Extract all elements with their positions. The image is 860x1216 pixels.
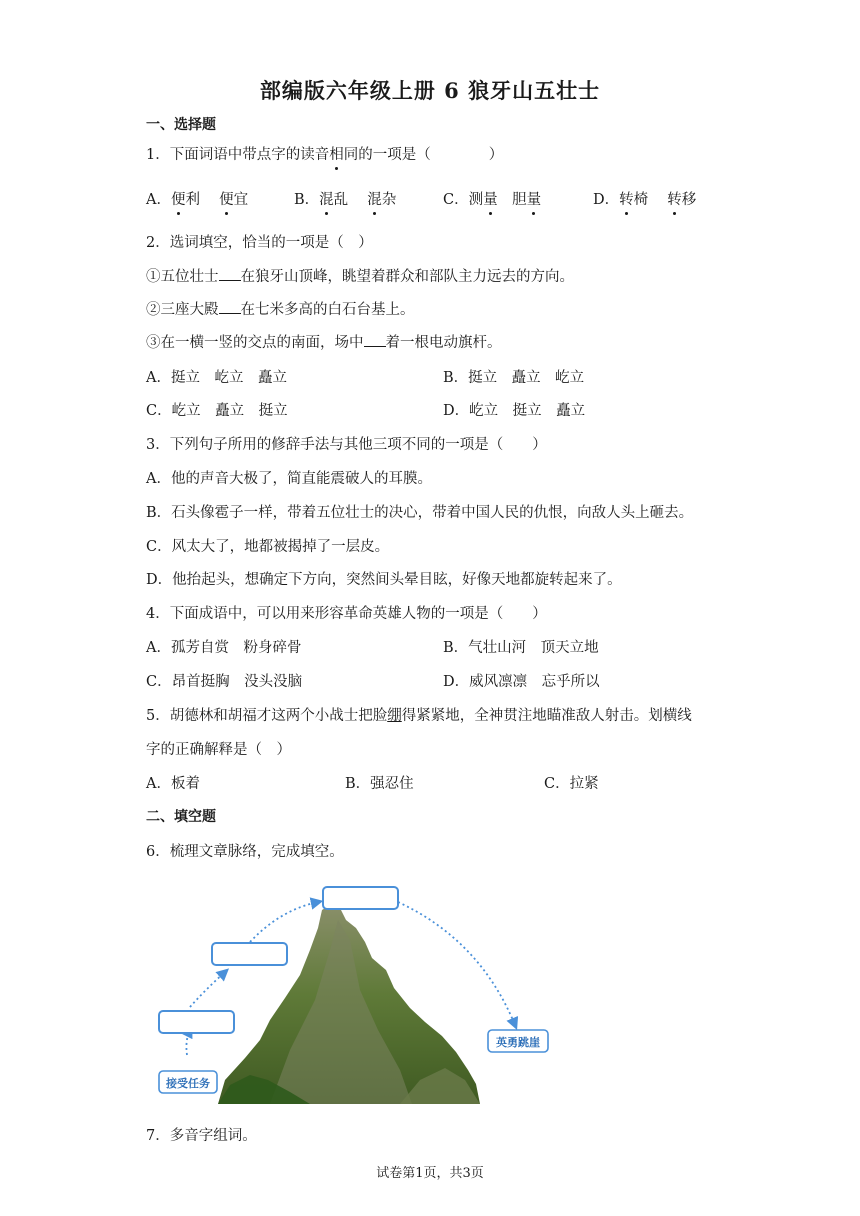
end-label: 英勇跳崖 <box>496 1037 540 1049</box>
question-3-option-a: A．他的声音大极了，简直能震破人的耳膜。 <box>146 471 432 487</box>
question-1-option-a: A．便利 便宜 <box>146 188 248 209</box>
diagram-canvas <box>150 880 560 1105</box>
question-5-stem-line-1: 5．胡德林和胡福才这两个小战士把脸绷得紧紧地，全神贯注地瞄准敌人射击。划横线 <box>146 708 692 724</box>
section-heading-choice: 一、选择题 <box>146 117 216 133</box>
question-2-option-a: A．挺立 屹立 矗立 <box>146 370 287 386</box>
question-2-option-c: C．屹立 矗立 挺立 <box>146 403 288 419</box>
question-3-option-c: C．风太大了，地都被揭掉了一层皮。 <box>146 539 390 555</box>
page-title: 部编版六年级上册 6 狼牙山五壮士 <box>259 78 601 103</box>
question-4-option-d: D．威风凛凛 忘乎所以 <box>443 674 600 690</box>
question-2-option-b: B．挺立 矗立 屹立 <box>443 370 585 386</box>
question-3-option-d: D．他抬起头，想确定下方向，突然间头晕目眩，好像天地都旋转起来了。 <box>146 572 622 588</box>
question-2-option-d: D．屹立 挺立 矗立 <box>443 403 586 419</box>
start-label: 接受任务 <box>166 1078 210 1090</box>
question-4-option-a: A．孤芳自赏 粉身碎骨 <box>146 640 302 656</box>
question-1-option-b: B．混乱 混杂 <box>294 188 396 209</box>
question-2-stem: 2．选词填空，恰当的一项是（ ） <box>146 235 373 251</box>
arrow-box3-to-end <box>398 902 515 1025</box>
question-1-option-d: D．转椅 转移 <box>593 188 696 209</box>
question-4-option-b: B．气壮山河 顶天立地 <box>443 640 599 656</box>
question-2-sentence-3: ③在一横一竖的交点的南面，场中 着一根电动旗杆。 <box>146 331 502 352</box>
question-3-option-b: B．石头像雹子一样，带着五位壮士的决心，带着中国人民的仇恨，向敌人头上砸去。 <box>146 505 694 521</box>
page-footer: 试卷第1页，共3页 <box>376 1166 484 1181</box>
question-2-sentence-2: ②三座大殿 在七米多高的白石台基上。 <box>146 298 415 319</box>
question-5-option-b: B．强忍住 <box>345 776 414 792</box>
blank-box-2 <box>212 943 287 965</box>
question-5-stem-line-2: 字的正确解释是（ ） <box>146 742 291 758</box>
question-4-stem: 4．下面成语中，可以用来形容革命英雄人物的一项是（ ） <box>146 606 547 622</box>
question-4-option-c: C．昂首挺胸 没头没脑 <box>146 674 303 690</box>
arrow-box2-to-box3 <box>250 902 318 942</box>
question-6-stem: 6．梳理文章脉络，完成填空。 <box>146 844 344 860</box>
question-7-stem: 7．多音字组词。 <box>146 1128 257 1144</box>
blank-box-3 <box>323 887 398 909</box>
story-outline-diagram <box>150 880 560 1105</box>
question-2-sentence-1: ①五位壮士 在狼牙山顶峰，眺望着群众和部队主力远去的方向。 <box>146 265 574 286</box>
arrow-box1-to-box2 <box>190 972 225 1007</box>
question-5-option-c: C．拉紧 <box>544 776 599 792</box>
question-3-stem: 3．下列句子所用的修辞手法与其他三项不同的一项是（ ） <box>146 437 547 453</box>
blank-box-1 <box>159 1011 234 1033</box>
question-1-option-c: C．测量 胆量 <box>443 188 541 209</box>
question-1-stem: 1．下面词语中带点字的读音相同的一项是（ ） <box>146 143 503 164</box>
question-5-option-a: A．板着 <box>146 776 200 792</box>
section-heading-fill: 二、填空题 <box>146 809 216 825</box>
